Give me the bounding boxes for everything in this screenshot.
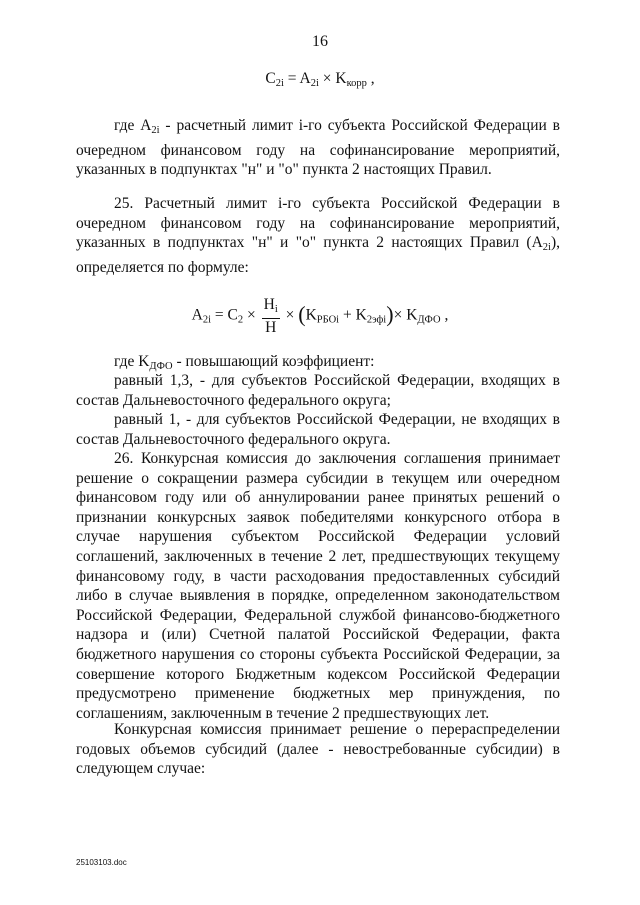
formula-paren: ) [386, 301, 394, 327]
formula-symbol: A [299, 70, 311, 87]
formula-symbol: K [335, 70, 347, 87]
definition-prefix: где [114, 117, 141, 134]
formula-operator: = [283, 70, 300, 87]
definition-subscript: ДФО [149, 361, 173, 372]
fraction-denominator: H [265, 319, 277, 336]
formula-subscript: 2 [237, 314, 244, 326]
formula-symbol: C [227, 306, 238, 324]
fraction-numerator: $H_i$ [262, 296, 280, 319]
formula-punct: , [366, 70, 375, 87]
coefficient-item-non-dfo: равный 1, - для субъектов Российской Федерации, не входящих в состав Дальневосточного федерального округа. [76, 411, 560, 448]
paragraph-text: 25. Расчетный лимит i-го субъекта Российской Федерации в очередном финансовом году на софинансирование мероприятий, указанных в подпунктах "н" и "о" пункта 2 настоящих Правил (A [76, 195, 560, 252]
formula-paren: ( [298, 301, 306, 327]
formula-operator: + [339, 306, 356, 324]
definition-a2i [76, 116, 560, 180]
formula-subscript: РБОi [316, 314, 340, 326]
formula-operator: × [318, 70, 336, 87]
formula-symbol: K [406, 306, 418, 324]
formula-operator: × [281, 306, 299, 324]
paragraph-subscript: 2i [542, 242, 551, 254]
formula-subscript: 2i [275, 78, 284, 89]
definition-text: - повышающий коэффициент: [172, 353, 375, 370]
formula-operator: × [243, 306, 260, 324]
formula-fraction [262, 296, 280, 336]
formula-c2i [0, 70, 640, 89]
file-name-footer: 25103103.doc [76, 858, 127, 867]
formula-subscript: 2i [310, 78, 319, 89]
definition-symbol: A [140, 117, 152, 134]
definition-prefix: где K [114, 353, 150, 370]
coefficient-item-dfo: равный 1,3, - для субъектов Российской Федерации, входящих в состав Дальневосточного федерального округа; [76, 372, 560, 409]
formula-operator: = [211, 306, 228, 324]
formula-symbol: K [355, 306, 367, 324]
formula-subscript: 2i [202, 314, 212, 326]
paragraph-25 [76, 194, 560, 277]
formula-symbol: K [305, 306, 317, 324]
page-number: 16 [312, 33, 328, 50]
formula-operator: × [393, 306, 407, 324]
formula-a2i [0, 296, 640, 336]
definition-subscript: 2i [151, 125, 160, 136]
paragraph-26: 26. Конкурсная комиссия до заключения соглашения принимает решение о сокращении размера субсидии в текущем или очередном финансовом году или об аннулировании ранее принятых решений о признании конкурсных заявок победителями конкурсного отбора в случае нарушения субъектом Российской Федерации условий соглашений, заключенных в течение 2 лет, предшествующих текущему финансовому году, в части расходования предоставленных субсидий либо в случае выявления в порядке, определенном законодательством Российской Федерации, Федеральной службой финансово-бюджетного надзора и (или) Счетной палатой Российской Федерации, факта бюджетного нарушения со стороны субъекта Российской Федерации, за совершение которого Бюджетным кодексом Российской Федерации предусмотрено применение бюджетных мер принуждения, по соглашениям, заключенным в течение 2 предшествующих лет. [76, 450, 560, 722]
paragraph-text-tail: ), определяется по формуле: [76, 234, 560, 276]
formula-symbol: C [265, 70, 276, 87]
definition-text: - расчетный лимит i-го субъекта Российской Федерации в очередном финансовом году на софинансирование мероприятий, указанных в подпунктах "н" и "о" пункта 2 настоящих Правил. [76, 117, 560, 179]
formula-subscript: 2эфi [366, 314, 387, 326]
formula-symbol: A [191, 306, 203, 324]
formula-punct: , [440, 306, 449, 324]
formula-subscript: корр [346, 78, 367, 89]
formula-subscript: ДФО [417, 314, 441, 326]
paragraph-redistribution: Конкурсная комиссия принимает решение о перераспределении годовых объемов субсидий (далее - невостребованные субсидии) в следующем случае: [76, 721, 560, 778]
